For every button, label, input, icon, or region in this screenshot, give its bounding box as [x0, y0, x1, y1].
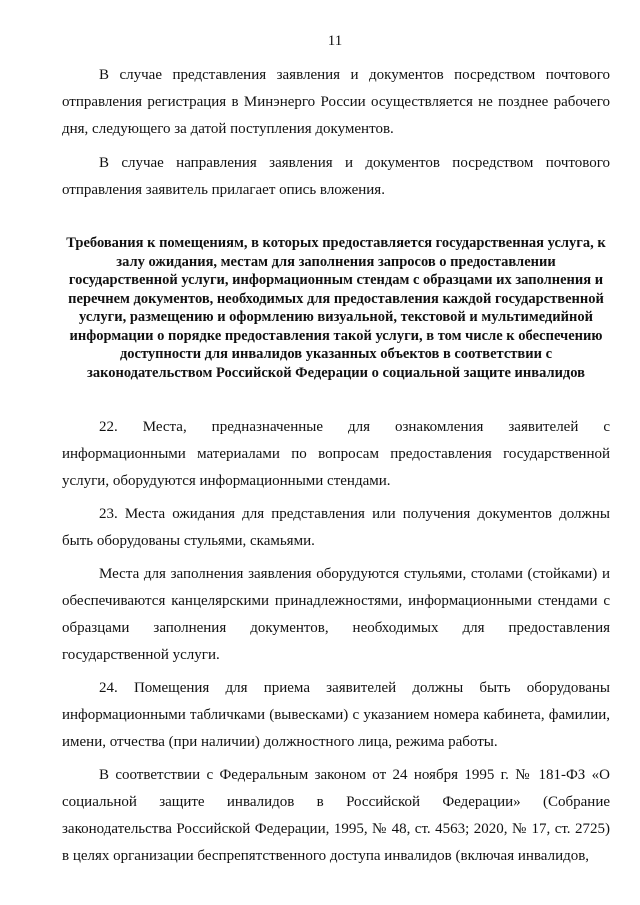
page-content: [62, 62, 610, 870]
paragraph-postal-inventory: В случае направления заявления и документов посредством почтового отправления заявитель прилагает опись вложения.: [62, 155, 610, 198]
paragraph-federal-law: В соответствии с Федеральным законом от 24 ноября 1995 г. № 181-ФЗ «О социальной защите инвалидов в Российской Федерации» (Собрание законодательства Российской Федерации, 1995, № 48, ст. 4563; 2020, № 17, ст. 2725) в целях организации беспрепятственного доступа инвалидов (включая инвалидов,: [62, 767, 610, 864]
paragraph-filling-places: Места для заполнения заявления оборудуются стульями, столами (стойками) и обеспечиваются канцелярскими принадлежностями, информационными стендами с образцами заполнения документов, необходимых для предоставления государственной услуги.: [62, 566, 610, 663]
paragraph-postal-registration: В случае представления заявления и документов посредством почтового отправления регистрация в Минэнерго России осуществляется не позднее рабочего дня, следующего за датой поступления документов.: [62, 67, 610, 137]
paragraph-spacer: [62, 143, 610, 150]
paragraph-item-22: 22. Места, предназначенные для ознакомления заявителей с информационными материалами по вопросам предоставления государственной услуги, оборудуются информационными стендами.: [62, 419, 610, 489]
paragraph-item-24: 24. Помещения для приема заявителей должны быть оборудованы информационными табличками (вывесками) с указанием номера кабинета, фамилии, имени, отчества (при наличии) должностного лица, режима работы.: [62, 680, 610, 750]
page-number: 11: [327, 33, 343, 49]
section-spacer: [62, 382, 610, 414]
section-spacer: [62, 204, 610, 234]
section-heading: Требования к помещениям, в которых предоставляется государственная услуга, к залу ожидания, местам для заполнения запросов о предоставлении государственной услуги, информационным стендам с образцами их заполнения и перечнем документов, необходимых для предоставления каждой государственной услуги, размещению и оформлению визуальной, текстовой и мультимедийной информации о порядке предоставления такой услуги, в том числе к обеспечению доступности для инвалидов указанных объектов в соответствии с законодательством Российской Федерации о социальной защите инвалидов: [66, 235, 606, 381]
paragraph-item-23: 23. Места ожидания для представления или получения документов должны быть оборудованы стульями, скамьями.: [62, 506, 610, 549]
